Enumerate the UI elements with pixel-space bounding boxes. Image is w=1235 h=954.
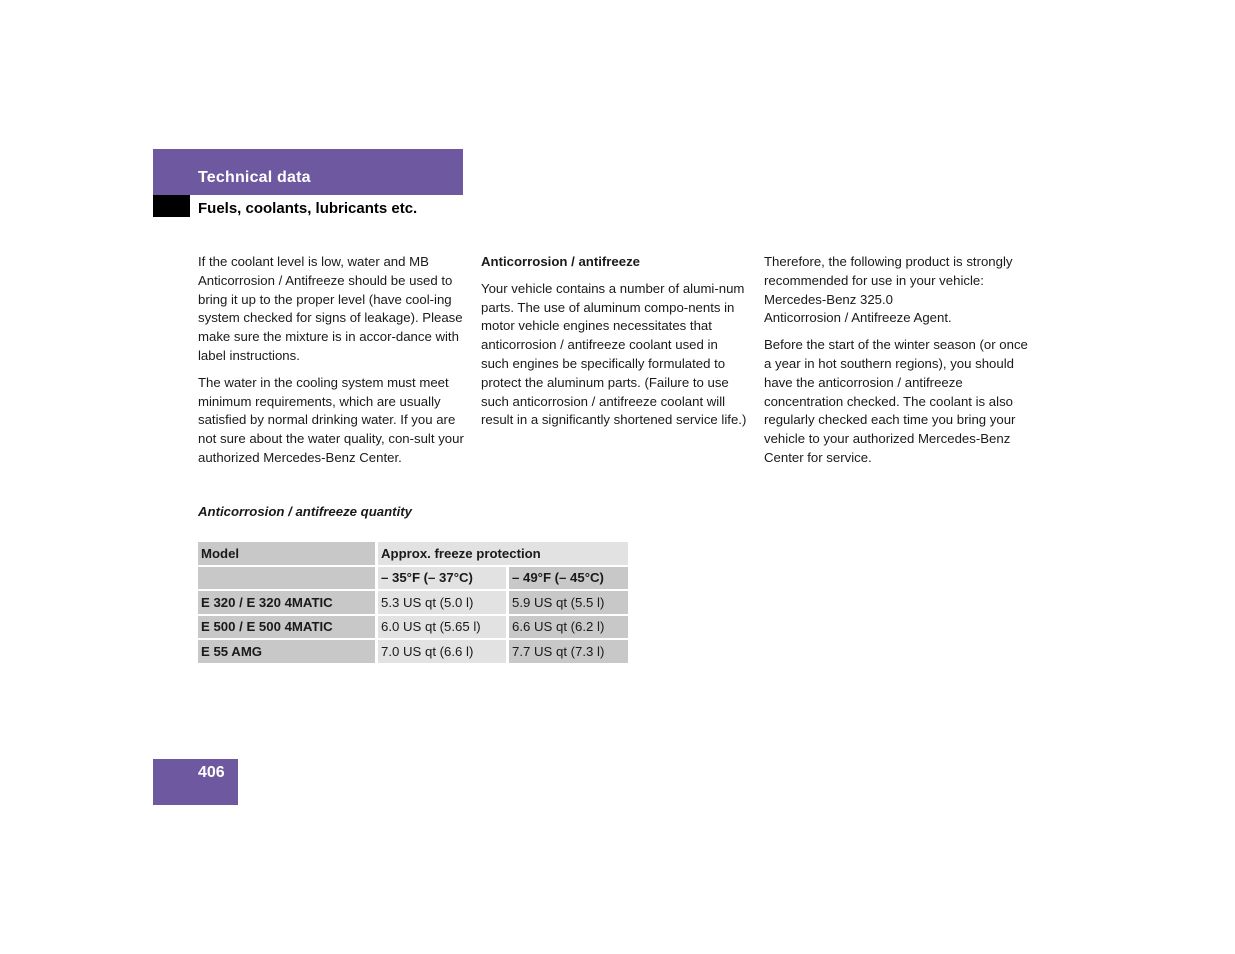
page-number: 406 [198,764,225,781]
paragraph [764,253,1034,328]
table-row [198,640,628,663]
header-model: Model [198,542,378,565]
row-value-a: 5.3 US qt (5.0 l) [378,591,509,614]
table-header-row [198,542,628,565]
section-marker [153,195,190,217]
row-value-a: 7.0 US qt (6.6 l) [378,640,509,663]
row-model: E 55 AMG [198,640,378,663]
table-row [198,616,628,639]
row-value-b: 5.9 US qt (5.5 l) [509,591,628,614]
product-name: Mercedes-Benz 325.0 [764,291,894,307]
row-value-b: 6.6 US qt (6.2 l) [509,616,628,639]
row-model: E 320 / E 320 4MATIC [198,591,378,614]
row-model: E 500 / E 500 4MATIC [198,616,378,639]
paragraph: If the coolant level is low, water and MB Anticorrosion / Antifreeze should be used to bring it up to the proper level (have cool-ing system checked for signs of leakage). Please make sure the mixture is in accor-dance with label instructions. [198,254,463,363]
paragraph: Your vehicle contains a number of alumi-num parts. The use of aluminum compo-nents in motor vehicle engines necessitates that anticorrosion / antifreeze coolant used in such engines be specifically formulated to protect the aluminum parts. (Failure to use such anticorrosion / antifreeze coolant will result in a significantly shortened service life.) [481,280,747,428]
subheader-temp-b: – 49°F (– 45°C) [509,567,628,590]
paragraph-line: Therefore, the following product is strongly recommended for use in your vehicle: [764,254,1013,288]
paragraph: Before the start of the winter season (or once a year in hot southern regions), you should have the anticorrosion / antifreeze concentration checked. The coolant is also regularly checked each time you bring your vehicle to your authorized Mercedes-Benz Center for service. [764,337,1028,465]
text-column-1 [198,253,464,476]
product-type: Anticorrosion / Antifreeze Agent. [764,310,952,326]
header-freeze-protection: Approx. freeze protection [378,542,628,565]
subheader-empty [198,567,378,590]
subsection-title: Fuels, coolants, lubricants etc. [198,200,418,217]
paragraph: The water in the cooling system must meet minimum requirements, which are usually satisfied by normal drinking water. If you are not sure about the water quality, con-sult your authorized Mercedes-Benz Center. [198,374,464,465]
table-row [198,591,628,614]
subheader-temp-a: – 35°F (– 37°C) [378,567,509,590]
antifreeze-quantity-table [198,540,628,665]
row-value-b: 7.7 US qt (7.3 l) [509,640,628,663]
column-heading: Anticorrosion / antifreeze [481,254,641,269]
table-caption: Anticorrosion / antifreeze quantity [198,504,412,519]
row-value-a: 6.0 US qt (5.65 l) [378,616,509,639]
page-number-box [153,759,238,805]
section-title: Technical data [198,169,311,186]
text-column-3 [764,253,1034,476]
table-subheader-row [198,567,628,590]
text-column-2 [481,253,747,438]
